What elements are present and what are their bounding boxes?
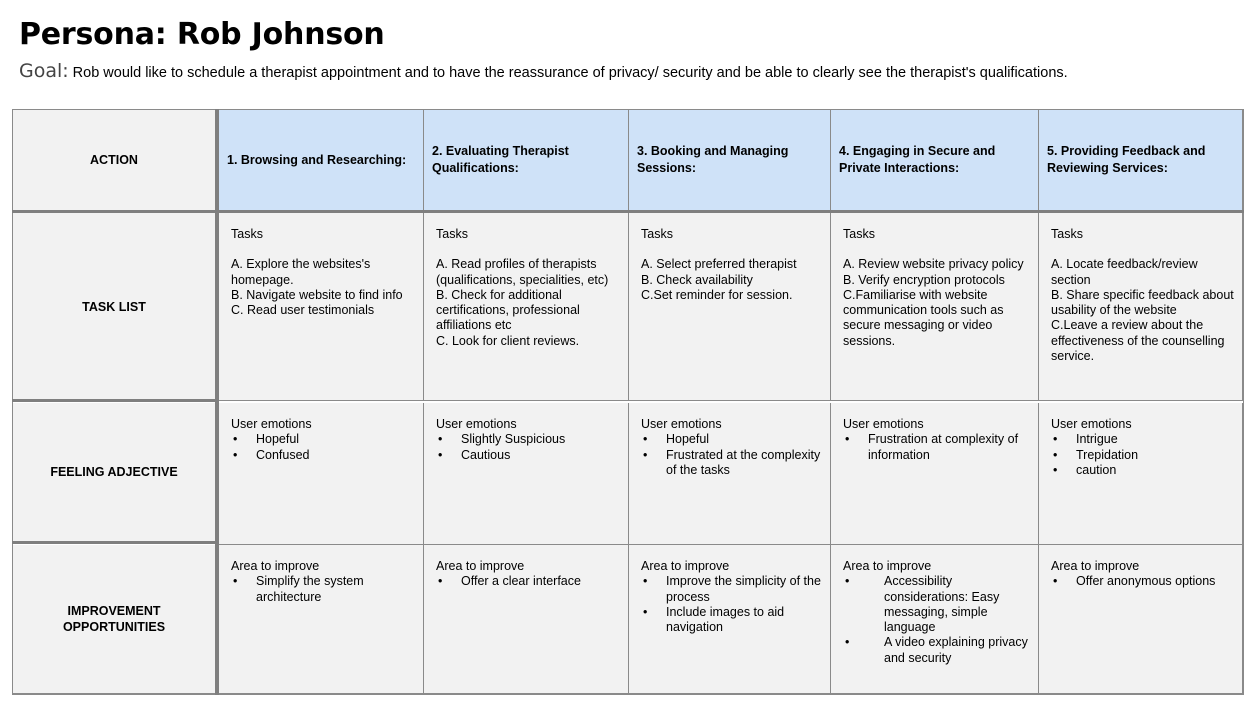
emotion-item: • Slightly Suspicious bbox=[436, 432, 622, 447]
emotion-item: • Frustration at complexity of information bbox=[843, 432, 1032, 463]
improve-heading: Area to improve bbox=[843, 559, 932, 573]
feeling-cell-2 bbox=[424, 403, 629, 545]
row-label-action bbox=[13, 110, 216, 211]
task-item: C.Familiarise with website communication tools such as secure messaging or video sessions. bbox=[843, 287, 1004, 348]
task-item: A. Read profiles of therapists (qualifications, specialities, etc) bbox=[436, 257, 609, 287]
feeling-cell-3 bbox=[629, 403, 831, 545]
task-list-cell-1 bbox=[219, 213, 424, 401]
task-item: B. Check for additional certifications, professional affiliations etc bbox=[436, 287, 580, 333]
emotions-heading: User emotions bbox=[843, 417, 924, 431]
tasks-heading: Tasks bbox=[231, 227, 263, 241]
task-list-cell-4 bbox=[831, 213, 1039, 401]
stage-header-3-line1: 3. Booking and Managing bbox=[637, 144, 789, 158]
stage-header-2 bbox=[424, 110, 629, 211]
feeling-cell-1 bbox=[219, 403, 424, 545]
stage-header-4 bbox=[831, 110, 1039, 211]
improvement-cell-2 bbox=[424, 545, 629, 694]
feeling-cell-5 bbox=[1039, 403, 1243, 545]
task-item: B. Check availability bbox=[641, 272, 753, 287]
emotion-item: • Intrigue bbox=[1051, 432, 1236, 447]
stage-header-4-line1: 4. Engaging in Secure and bbox=[839, 144, 996, 158]
tasks-heading: Tasks bbox=[1051, 227, 1083, 241]
stage-header-1 bbox=[219, 110, 424, 211]
row-label-task-list-text: TASK LIST bbox=[82, 299, 146, 314]
improvement-item: • A video explaining privacy and security bbox=[843, 635, 1032, 666]
improvement-cell-4 bbox=[831, 545, 1039, 694]
row-label-improvement-text bbox=[63, 603, 165, 635]
stage-header-4-line2: Private Interactions: bbox=[839, 161, 960, 175]
task-item: A. Locate feedback/review section bbox=[1051, 257, 1198, 287]
improvement-item: • Offer anonymous options bbox=[1051, 574, 1236, 589]
emotion-item: • Cautious bbox=[436, 448, 622, 463]
task-item: B. Share specific feedback about usability of the website bbox=[1051, 287, 1234, 318]
emotion-item: • Confused bbox=[231, 448, 417, 463]
emotions-heading: User emotions bbox=[641, 417, 722, 431]
header-row-divider bbox=[12, 210, 1244, 213]
persona-title: Persona: Rob Johnson bbox=[19, 17, 385, 52]
feeling-row-divider bbox=[12, 541, 218, 544]
task-list-cell-3 bbox=[629, 213, 831, 401]
task-item: B. Navigate website to find info bbox=[231, 287, 403, 302]
tasks-heading: Tasks bbox=[843, 227, 875, 241]
goal-text: Rob would like to schedule a therapist appointment and to have the reassurance of privacy/ security and be able to clearly see the therapist's qualifications. bbox=[72, 65, 1068, 81]
emotions-heading: User emotions bbox=[1051, 417, 1132, 431]
feeling-cell-4 bbox=[831, 403, 1039, 545]
task-list-cell-2 bbox=[424, 213, 629, 401]
task-item: C.Leave a review about the effectiveness of the counselling service. bbox=[1051, 318, 1225, 364]
improve-heading: Area to improve bbox=[436, 559, 525, 573]
task-item: B. Verify encryption protocols bbox=[843, 272, 1005, 287]
goal-label: Goal: bbox=[19, 60, 69, 82]
row-label-action-text: ACTION bbox=[90, 153, 138, 167]
task-item: A. Review website privacy policy bbox=[843, 257, 1024, 272]
task-list-cell-5 bbox=[1039, 213, 1243, 401]
row-label-feeling bbox=[13, 403, 216, 542]
stage-header-3-line2: Sessions: bbox=[637, 161, 697, 175]
stage-header-3 bbox=[629, 110, 831, 211]
stage-header-2-line2: Qualifications: bbox=[432, 161, 519, 175]
emotion-item: • Frustrated at the complexity of the tasks bbox=[641, 448, 824, 479]
row-label-task-list bbox=[13, 213, 216, 401]
improve-heading: Area to improve bbox=[1051, 559, 1140, 573]
emotion-item: • Hopeful bbox=[641, 432, 824, 447]
tasks-heading: Tasks bbox=[641, 227, 673, 241]
task-item: A. Select preferred therapist bbox=[641, 257, 797, 272]
emotion-item: • Hopeful bbox=[231, 432, 417, 447]
improvement-item: • Improve the simplicity of the process bbox=[641, 574, 824, 605]
stage-header-2-line1: 2. Evaluating Therapist bbox=[432, 144, 569, 158]
tasks-heading: Tasks bbox=[436, 227, 468, 241]
task-item: C.Set reminder for session. bbox=[641, 287, 793, 302]
row-label-feeling-text: FEELING ADJECTIVE bbox=[50, 465, 178, 479]
stage-header-5-line1: 5. Providing Feedback and bbox=[1047, 144, 1206, 158]
improvement-cell-3 bbox=[629, 545, 831, 694]
emotions-heading: User emotions bbox=[231, 417, 312, 431]
improvement-item: • Accessibility considerations: Easy messaging, simple language bbox=[843, 574, 1032, 635]
emotions-heading: User emotions bbox=[436, 417, 517, 431]
task-item: C. Read user testimonials bbox=[231, 303, 375, 318]
row-label-improvement bbox=[13, 545, 216, 694]
improve-heading: Area to improve bbox=[231, 559, 320, 573]
row-label-improvement-line1: IMPROVEMENT bbox=[67, 604, 161, 618]
improvement-item: • Simplify the system architecture bbox=[231, 574, 417, 605]
improvement-item: • Include images to aid navigation bbox=[641, 605, 824, 636]
emotion-item: • caution bbox=[1051, 463, 1236, 478]
label-column-divider bbox=[215, 109, 219, 695]
improvement-item: • Offer a clear interface bbox=[436, 574, 622, 589]
emotion-item: • Trepidation bbox=[1051, 448, 1236, 463]
task-row-divider bbox=[12, 399, 218, 402]
task-item: A. Explore the websites's homepage. bbox=[231, 257, 371, 287]
row-label-improvement-line2: OPPORTUNITIES bbox=[62, 620, 166, 634]
stage-header-5-line2: Reviewing Services: bbox=[1047, 161, 1168, 175]
stage-header-5 bbox=[1039, 110, 1243, 211]
improve-heading: Area to improve bbox=[641, 559, 730, 573]
improvement-cell-5 bbox=[1039, 545, 1243, 694]
improvement-cell-1 bbox=[219, 545, 424, 694]
task-item: C. Look for client reviews. bbox=[436, 333, 580, 348]
stage-header-1-line1: 1. Browsing and Researching: bbox=[227, 152, 407, 167]
